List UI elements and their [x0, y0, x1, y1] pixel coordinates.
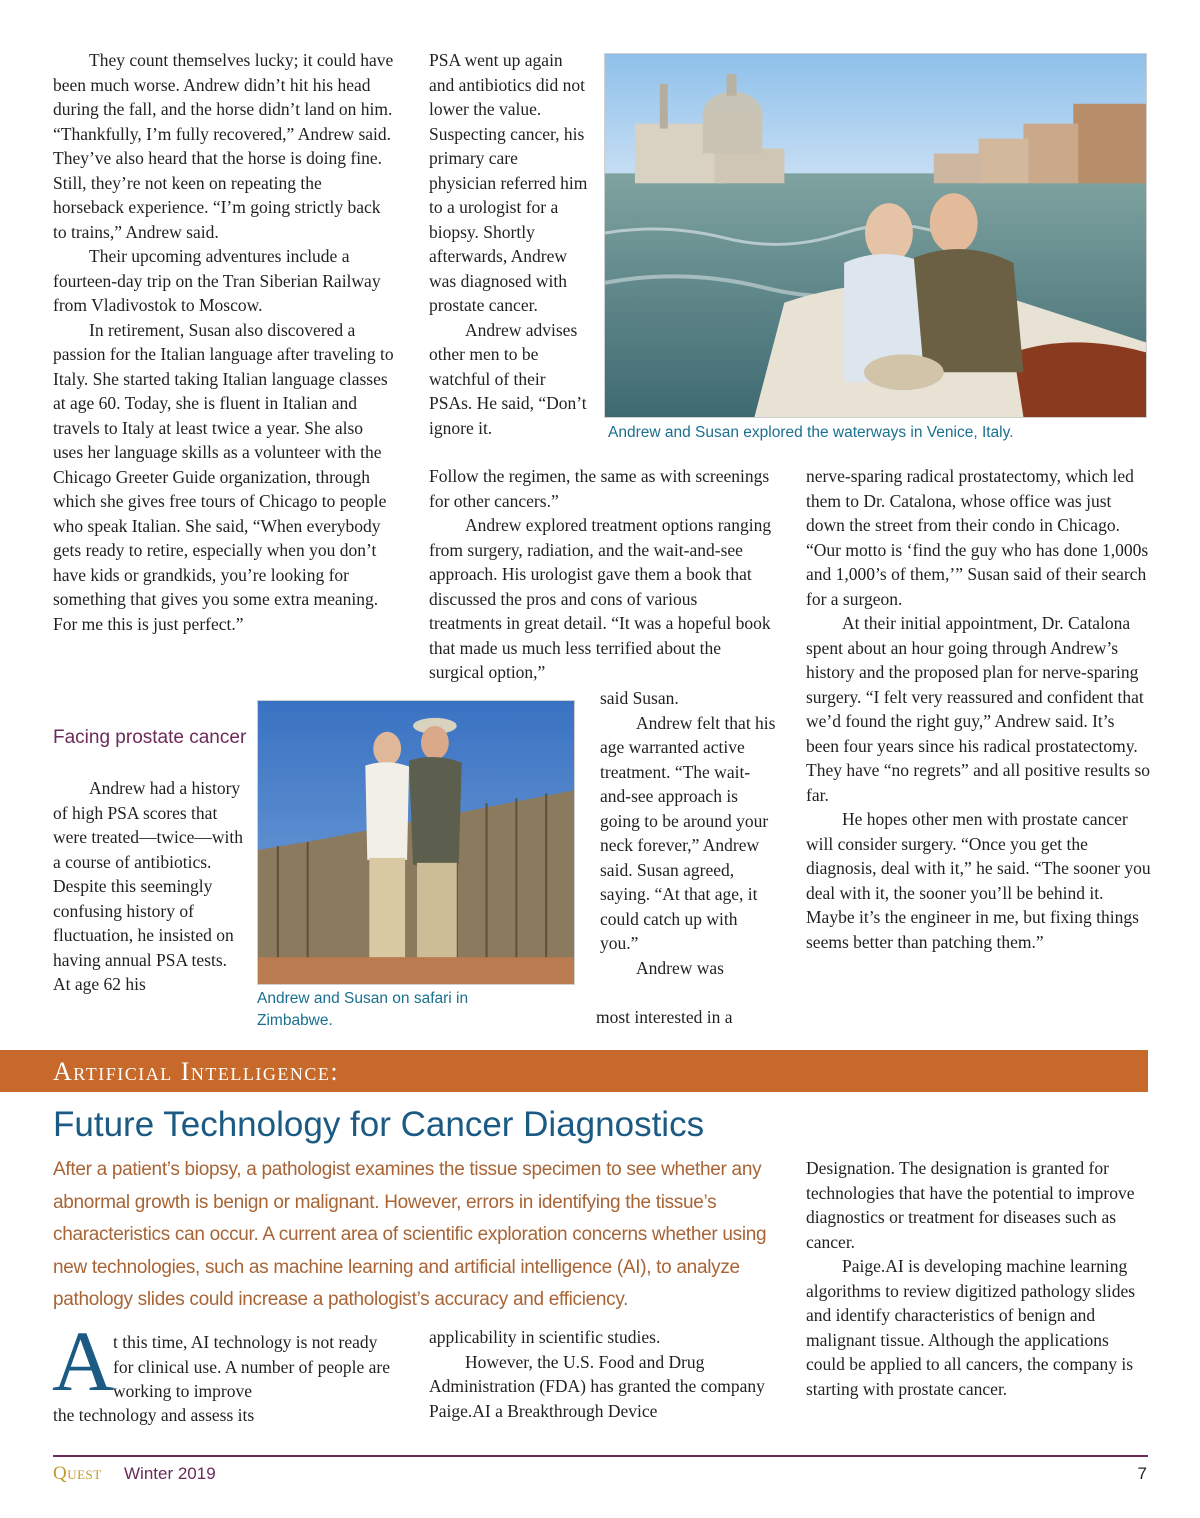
footer-rule [53, 1455, 1148, 1457]
col2-mid-text [429, 464, 774, 685]
ai-col3-paragraph: Designation. The designation is granted for technologies that have the potential to improve diagnostics or treatment for diseases such as cancer. [806, 1158, 1135, 1252]
col2-paragraph: Andrew felt that his age warranted active treatment. “The wait-and-see approach is going to be around your neck forever,” Andrew said. Susan agreed, saying. “At that age, it could catch up with you.” [600, 712, 776, 953]
article-headline: Future Technology for Cancer Diagnostics [53, 1105, 705, 1144]
ai-col1-text [113, 1330, 395, 1404]
col2-paragraph: Andrew advises other men to be watchful of their PSAs. He said, “Don’t ignore it. [429, 319, 587, 438]
article-dek: After a patient’s biopsy, a pathologist examines the tissue specimen to see whether any abnormal growth is benign or malignant. However, errors in identifying the tissue’s characteristics can occur. A current area of scientific exploration concerns whether using new technologies, such as machine learning and artificial intelligence (AI), to analyze pathology slides could increase a pathologist’s accuracy and efficiency. [53, 1159, 767, 1310]
ai-col2-paragraph: However, the U.S. Food and Drug Administration (FDA) has granted the company Paige.AI a Breakthrough Device [429, 1351, 765, 1421]
subhead-facing-prostate-cancer: Facing prostate cancer [53, 727, 247, 748]
ai-col3-text [806, 1156, 1148, 1401]
col2-paragraph: Andrew explored treatment options ranging from surgery, radiation, and the wait-and-see approach. His urologist gave them a book that discussed the pros and cons of various treatments in great detail. “It was a hopeful book that made us much less terrified about the surgical option,” [429, 515, 772, 682]
col2-paragraph: said Susan. [600, 688, 679, 708]
col1-text [53, 48, 395, 636]
col3-paragraph: He hopes other men with prostate cancer will consider surgery. “Once you get the diagnosis, deal with it,” he said. “The sooner you deal with it, the sooner you’ll be behind it. Maybe it’s the engineer in me, but fixing things seems better than patching them.” [806, 809, 1151, 952]
col2-lower-text [600, 686, 778, 980]
ai-col1-paragraph: t this time, AI technology is not ready for clinical use. A number of people are working to improve [113, 1332, 390, 1401]
col1-paragraph: They count themselves lucky; it could have been much worse. Andrew didn’t hit his head during the fall, and the horse didn’t land on him. “Thankfully, I’m fully recovered,” Andrew said. They’ve also heard that the horse is doing fine. Still, they’re not keen on repeating the horseback experience. “I’m going strictly back to trains,” Andrew said. [53, 50, 394, 242]
col1-paragraph: In retirement, Susan also discovered a passion for the Italian language after traveling to Italy. She started taking Italian language classes at age 60. Today, she is fluent in Italian and travels to Italy at least twice a year. She also uses her language skills as a volunteer with the Chicago Greeter Guide organization, through which she gives free tours of Chicago to people who speak Italian. She said, “When everybody gets ready to retire, especially when you don’t have kids or grandkids, you’re looking for something that gives you some extra meaning. For me this is just perfect.” [53, 319, 394, 634]
col3-text [806, 464, 1151, 954]
drop-cap: A [52, 1313, 115, 1409]
venice-photo [604, 53, 1147, 418]
section-band [0, 1050, 1148, 1092]
safari-photo [257, 700, 575, 985]
ai-col2-paragraph: applicability in scientific studies. [429, 1327, 661, 1347]
page-number: 7 [1137, 1464, 1147, 1483]
ai-col1-last-line: the technology and assess its [53, 1405, 255, 1425]
col2-last-line: most interested in a [596, 1007, 733, 1027]
ai-col3-paragraph: Paige.AI is developing machine learning algorithms to review digitized pathology slides and identify characteristics of benign and malignant tissue. Although the applications could be applied to all cancers, the company is starting with prostate cancer. [806, 1256, 1136, 1399]
issue-date: Winter 2019 [124, 1464, 216, 1483]
col2-paragraph: Andrew was [636, 957, 724, 978]
venice-photo-illustration [605, 54, 1146, 417]
ai-col2-text [429, 1325, 774, 1423]
safari-photo-illustration [258, 701, 574, 984]
col1-paragraph: Andrew had a history of high PSA scores that were treated—twice—with a course of antibiotics. Despite this seemingly confusing history of fluctuation, he insisted on having annual PSA tests. At age 62 his [53, 778, 243, 994]
safari-caption: Andrew and Susan on safari in Zimbabwe. [257, 990, 469, 1029]
col1-lower-text [53, 776, 245, 997]
col3-paragraph: At their initial appointment, Dr. Catalona spent about an hour going through Andrew’s history and the proposed plan for nerve-sparing surgery. “I felt very reassured and confident that we’d found the right guy,” Andrew said. It’s been four years since his radical prostatectomy. They have “no regrets” and all positive results so far. [806, 613, 1151, 805]
col3-paragraph: nerve-sparing radical prostatectomy, which led them to Dr. Catalona, whose office was just down the street from their condo in Chicago. “Our motto is ‘find the guy who has done 1,000s and 1,000’s of them,’” Susan said of their search for a surgeon. [806, 466, 1149, 609]
col2-upper-text [429, 48, 589, 440]
col2-paragraph: PSA went up again and antibiotics did not lower the value. Suspecting cancer, his primary care physician referred him to a urologist for a biopsy. Shortly afterwards, Andrew was diagnosed with prostate cancer. [429, 50, 588, 315]
magazine-name: Quest [53, 1463, 102, 1484]
col1-paragraph: Their upcoming adventures include a fourteen-day trip on the Tran Siberian Railway from Vladivostok to Moscow. [53, 246, 381, 315]
col2-paragraph: Follow the regimen, the same as with screenings for other cancers.” [429, 466, 770, 511]
section-label: Artificial Intelligence: [53, 1057, 340, 1086]
venice-caption: Andrew and Susan explored the waterways in Venice, Italy. [608, 424, 1014, 441]
